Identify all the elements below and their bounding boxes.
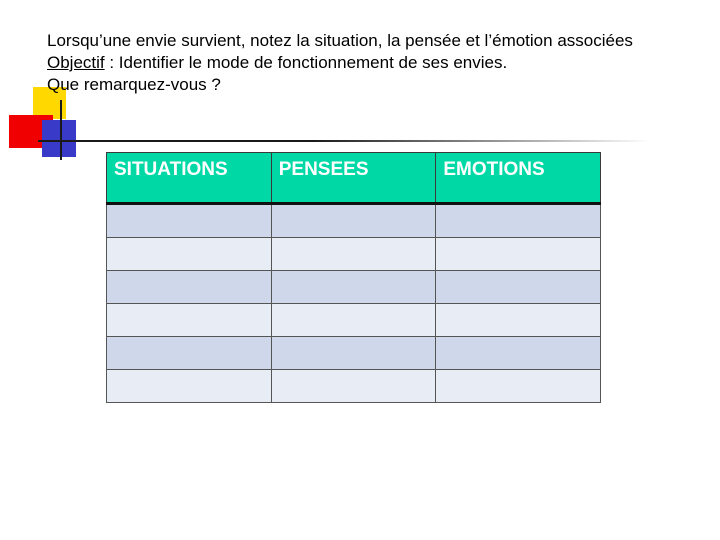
table-cell[interactable]: [271, 238, 436, 271]
table-body: [107, 204, 601, 403]
table-cell[interactable]: [107, 370, 272, 403]
header-situations: SITUATIONS: [107, 153, 272, 204]
table-cell[interactable]: [436, 370, 601, 403]
table-row: [107, 337, 601, 370]
table-cell[interactable]: [107, 204, 272, 238]
decorative-horizontal-line: [38, 140, 650, 142]
decorative-blue-square: [42, 120, 76, 157]
table-row: [107, 204, 601, 238]
table-cell[interactable]: [107, 304, 272, 337]
instruction-text: [47, 30, 720, 96]
table-cell[interactable]: [436, 271, 601, 304]
table-cell[interactable]: [271, 271, 436, 304]
table-cell[interactable]: [271, 204, 436, 238]
objective-label: Objectif: [47, 53, 105, 72]
table-cell[interactable]: [107, 337, 272, 370]
objective-line: [47, 52, 720, 74]
table-row: [107, 304, 601, 337]
table-cell[interactable]: [436, 238, 601, 271]
instruction-line-1: Lorsqu’une envie survient, notez la situation, la pensée et l’émotion associées: [47, 31, 633, 50]
table-cell[interactable]: [271, 370, 436, 403]
objective-text: : Identifier le mode de fonctionnement de ses envies.: [104, 53, 508, 72]
decorative-vertical-line: [60, 100, 62, 160]
tracking-table: [106, 152, 601, 403]
table-cell[interactable]: [107, 238, 272, 271]
table-cell[interactable]: [271, 304, 436, 337]
header-pensees: PENSEES: [271, 153, 436, 204]
header-emotions: EMOTIONS: [436, 153, 601, 204]
table-cell[interactable]: [107, 271, 272, 304]
table-header-row: [107, 153, 601, 204]
table-row: [107, 238, 601, 271]
question-line: Que remarquez-vous ?: [47, 75, 221, 94]
table-row: [107, 271, 601, 304]
table-cell[interactable]: [436, 204, 601, 238]
table-row: [107, 370, 601, 403]
table-cell[interactable]: [436, 337, 601, 370]
table-cell[interactable]: [271, 337, 436, 370]
table-cell[interactable]: [436, 304, 601, 337]
